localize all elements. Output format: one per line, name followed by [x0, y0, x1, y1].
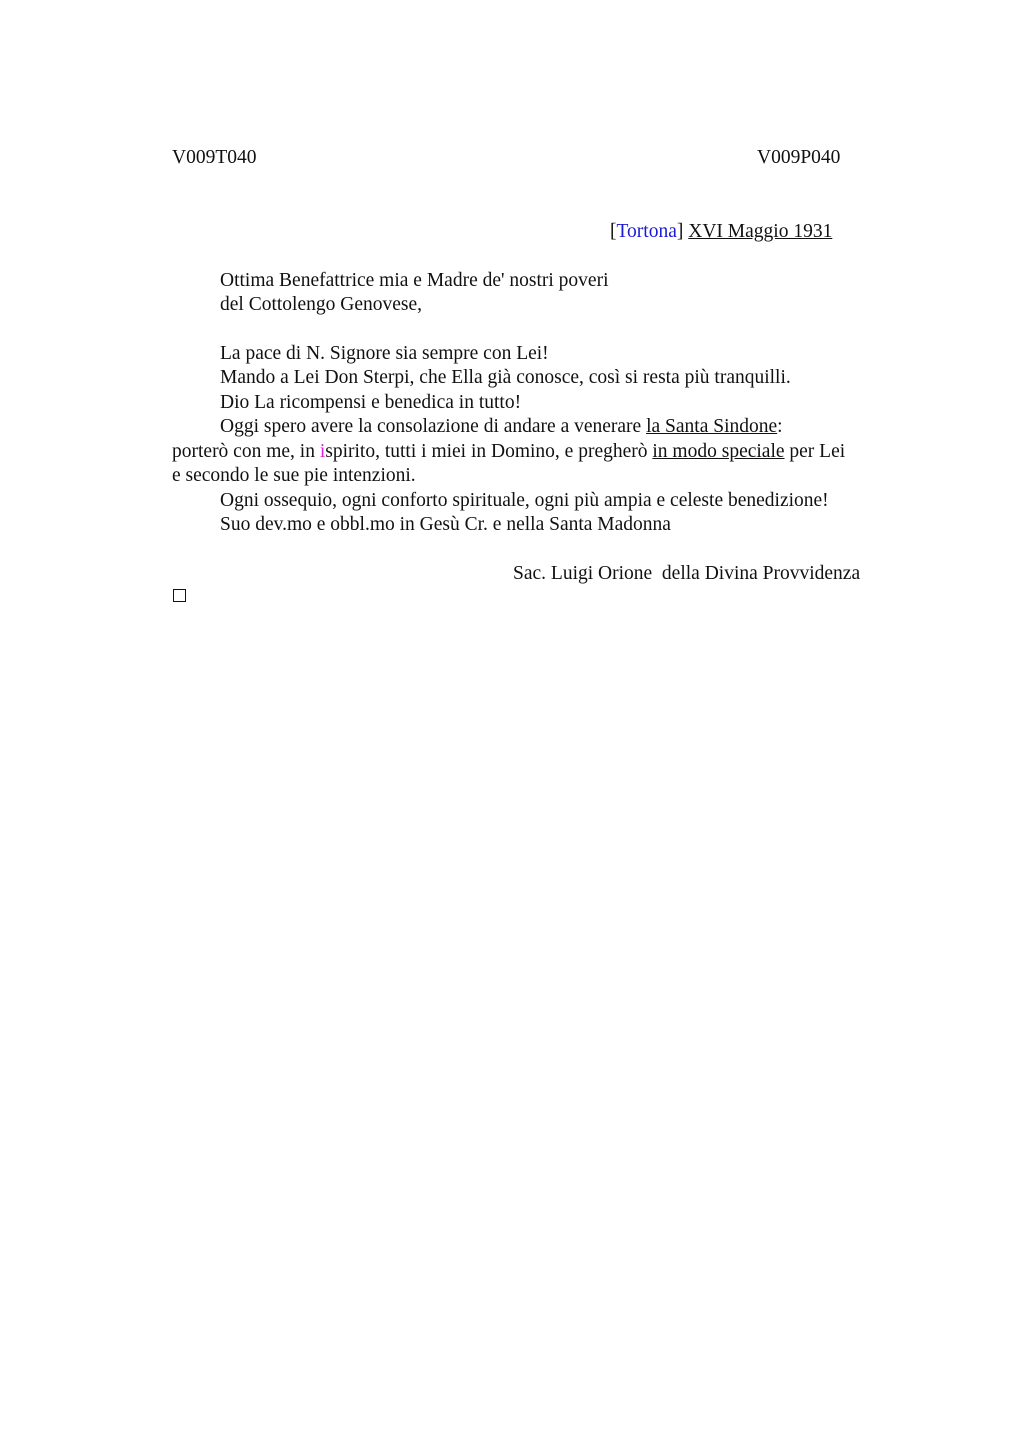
dateline-place: Tortona [616, 221, 677, 242]
highlighted-letter: i [319, 441, 326, 462]
salutation-line-1: Ottima Benefattrice mia e Madre de' nostri poveri [220, 270, 609, 291]
text-run: Oggi spero avere la consolazione di andare a venerare [220, 416, 647, 437]
document-code-left: V009T040 [172, 147, 257, 168]
underlined-text-modo-speciale: in modo speciale [652, 441, 785, 462]
text-run: : [777, 416, 783, 437]
text-run: porterò con me, in [172, 441, 320, 462]
bracket-open: [ [610, 221, 617, 242]
bracket-close: ] [676, 221, 684, 242]
body-paragraph-1: La pace di N. Signore sia sempre con Lei! [220, 343, 549, 364]
body-paragraph-2: Mando a Lei Don Sterpi, che Ella già conosce, così si resta più tranquilli. [220, 367, 791, 388]
dateline [610, 220, 832, 244]
underlined-text-santa-sindone: la Santa Sindone [646, 416, 778, 437]
body-paragraph-5: Ogni ossequio, ogni conforto spirituale, ogni più ampia e celeste benedizione! [220, 490, 829, 511]
salutation-line-2: del Cottolengo Genovese, [220, 294, 422, 315]
signature: Sac. Luigi Orione della Divina Provvidenza [513, 563, 861, 584]
checkbox[interactable] [173, 589, 186, 602]
body-paragraph-3: Dio La ricompensi e benedica in tutto! [220, 392, 522, 413]
body-paragraph-4-line-2 [172, 440, 845, 464]
body-paragraph-4-line-3: e secondo le sue pie intenzioni. [172, 465, 416, 486]
text-run: spirito, tutti i miei in Domino, e pregherò [325, 441, 653, 462]
document-code-right: V009P040 [757, 147, 841, 168]
text-run: per Lei [784, 441, 846, 462]
dateline-date: XVI Maggio 1931 [688, 221, 833, 242]
body-paragraph-4-line-1 [220, 415, 783, 439]
body-paragraph-6: Suo dev.mo e obbl.mo in Gesù Cr. e nella Santa Madonna [220, 514, 671, 535]
